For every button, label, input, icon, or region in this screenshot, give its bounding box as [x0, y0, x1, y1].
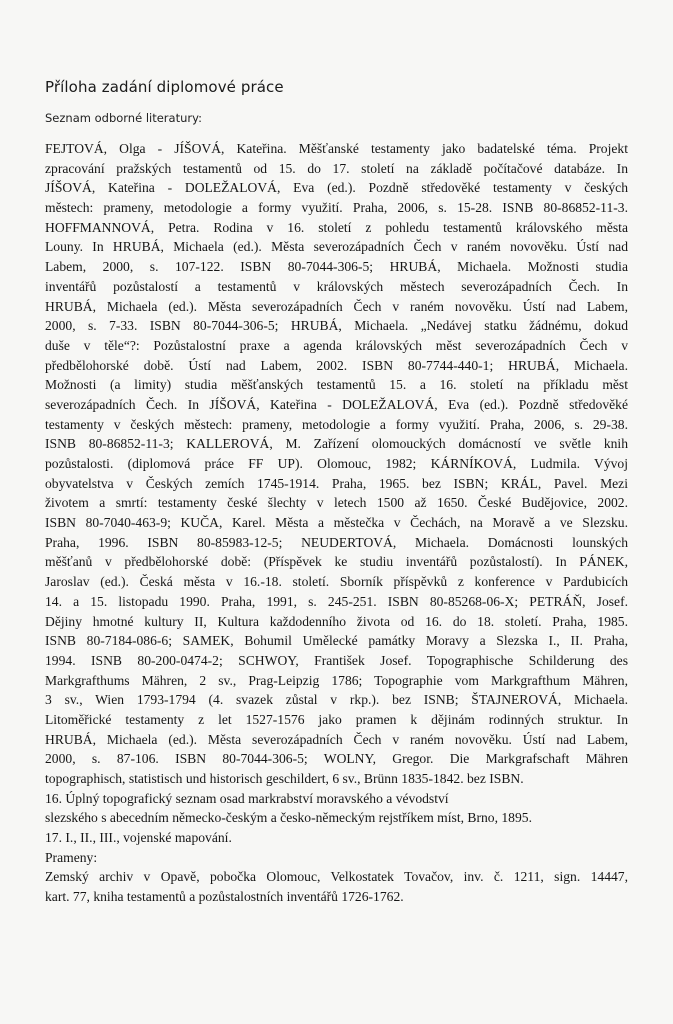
- text-line: měšťanů v předbělohorské době: (Příspěvek ke studiu inventářů pozůstalostí). In PÁNEK,: [45, 554, 628, 570]
- text-line: Markgrafthums Mähren, 2 sv., Prag-Leipzig 1786; Topographie vom Markgrafthum Mähren,: [45, 672, 628, 688]
- literature-list: [45, 139, 628, 848]
- text-line: severozápadních Čech. In JÍŠOVÁ, Kateřina - DOLEŽALOVÁ, Eva (ed.). Pozdně středověké: [45, 396, 628, 412]
- text-line: předbělohorské době. Ústí nad Labem, 2002. ISBN 80-7744-440-1; HRUBÁ, Michaela.: [45, 357, 628, 373]
- text-line: 14. a 15. listopadu 1990. Praha, 1991, s. 245-251. ISBN 80-85268-06-X; PETRÁŇ, Josef.: [45, 593, 628, 609]
- text-line: 17. I., II., III., vojenské mapování.: [45, 830, 232, 846]
- text-line: ISBN 80-7040-463-9; KUČA, Karel. Města a městečka v Čechách, na Moravě a ve Slezsku.: [45, 515, 628, 531]
- text-line: FEJTOVÁ, Olga - JÍŠOVÁ, Kateřina. Měšťanské testamenty jako badatelské téma. Projekt: [45, 141, 628, 156]
- page-heading: Příloha zadání diplomové práce: [45, 78, 284, 96]
- text-line: Praha, 1996. ISBN 80-85983-12-5; NEUDERTOVÁ, Michaela. Domácnosti lounských: [45, 534, 628, 550]
- text-line: životem a smrtí: testamenty české šlechty v letech 1500 až 1650. České Budějovice, 2002.: [45, 495, 628, 511]
- text-line: obyvatelstva v Českých zemích 1745-1914. Praha, 1965. bez ISBN; KRÁL, Pavel. Mezi: [45, 475, 628, 491]
- document-body: [45, 139, 628, 907]
- text-line: JÍŠOVÁ, Kateřina - DOLEŽALOVÁ, Eva (ed.). Pozdně středověké testamenty v českých: [45, 180, 628, 196]
- text-line: 1994. ISNB 80-200-0474-2; SCHWOY, František Josef. Topographische Schilderung des: [45, 652, 628, 668]
- text-line: 2000, s. 87-106. ISBN 80-7044-306-5; WOLNY, Gregor. Die Markgrafschaft Mähren: [45, 751, 628, 767]
- sources-list: [45, 867, 628, 906]
- text-line: HRUBÁ, Michaela (ed.). Města severozápadních Čech v raném novověku. Ústí nad Labem,: [45, 298, 628, 314]
- text-line: testamenty v českých městech: prameny, metodologie a formy využití. Praha, 2006, s. 29-38.: [45, 416, 628, 432]
- text-line: Litoměřické testamenty z let 1527-1576 jako pramen k dějinám rodinných struktur. In: [45, 711, 628, 727]
- text-line: Zemský archiv v Opavě, pobočka Olomouc, Velkostatek Tovačov, inv. č. 1211, sign. 14447,: [45, 869, 628, 885]
- sources-label: Prameny:: [45, 849, 98, 865]
- text-line: městech: prameny, metodologie a formy využití. Praha, 2006, s. 15-28. ISNB 80-86852-11-3.: [45, 200, 628, 216]
- text-line: pozůstalosti. (diplomová práce FF UP). Olomouc, 1982; KÁRNÍKOVÁ, Ludmila. Vývoj: [45, 456, 628, 471]
- text-line: Možnosti (a limity) studia měšťanských testamentů 15. a 16. století na příkladu měst: [45, 377, 628, 393]
- text-line: zpracování pražských testamentů od 15. do 17. století na základě počítačové databáze. In: [45, 160, 628, 176]
- text-line: kart. 77, kniha testamentů a pozůstalostních inventářů 1726-1762.: [45, 889, 404, 905]
- text-line: 16. Úplný topografický seznam osad markrabství moravského a vévodství: [45, 790, 449, 806]
- text-line: ISNB 80-86852-11-3; KALLEROVÁ, M. Zařízení olomouckých domácností ve světle knih: [45, 436, 628, 452]
- text-line: 2000, s. 7-33. ISBN 80-7044-306-5; HRUBÁ, Michaela. „Nedávej statku žádnému, dokud: [45, 318, 628, 334]
- text-line: HRUBÁ, Michaela (ed.). Města severozápadních Čech v raném novověku. Ústí nad Labem,: [45, 731, 628, 747]
- text-line: Jaroslav (ed.). Česká města v 16.-18. století. Sborník příspěvků z konference v Pardubicích: [45, 574, 628, 590]
- text-line: Dějiny hmotné kultury II, Kultura každodenního života od 16. do 18. století. Praha, 1985.: [45, 613, 628, 629]
- text-line: topographisch, statistisch und historisch geschildert, 6 sv., Brünn 1835-1842. bez ISBN.: [45, 771, 524, 786]
- text-line: HOFFMANNOVÁ, Petra. Rodina v 16. století z pohledu testamentů královského města: [45, 219, 628, 235]
- text-line: ISNB 80-7184-086-6; SAMEK, Bohumil Umělecké památky Moravy a Slezska I., II. Praha,: [45, 633, 628, 649]
- text-line: Labem, 2000, s. 107-122. ISBN 80-7044-306-5; HRUBÁ, Michaela. Možnosti studia: [45, 259, 628, 275]
- literature-subheading: Seznam odborné literatury:: [45, 111, 202, 125]
- text-line: duše v těle“?: Pozůstalostní praxe a agenda královských měst severozápadních Čech v: [45, 337, 628, 353]
- text-line: Louny. In HRUBÁ, Michaela (ed.). Města severozápadních Čech v raném novověku. Ústí nad: [45, 239, 628, 255]
- text-line: inventářů pozůstalostí a testamentů v královských městech severozápadních Čech. In: [45, 278, 628, 294]
- text-line: slezského s abecedním německo-českým a česko-německým rejstříkem míst, Brno, 1895.: [45, 810, 532, 826]
- text-line: 3 sv., Wien 1793-1794 (4. svazek zůstal v rkp.). bez ISNB; ŠTAJNEROVÁ, Michaela.: [45, 692, 628, 708]
